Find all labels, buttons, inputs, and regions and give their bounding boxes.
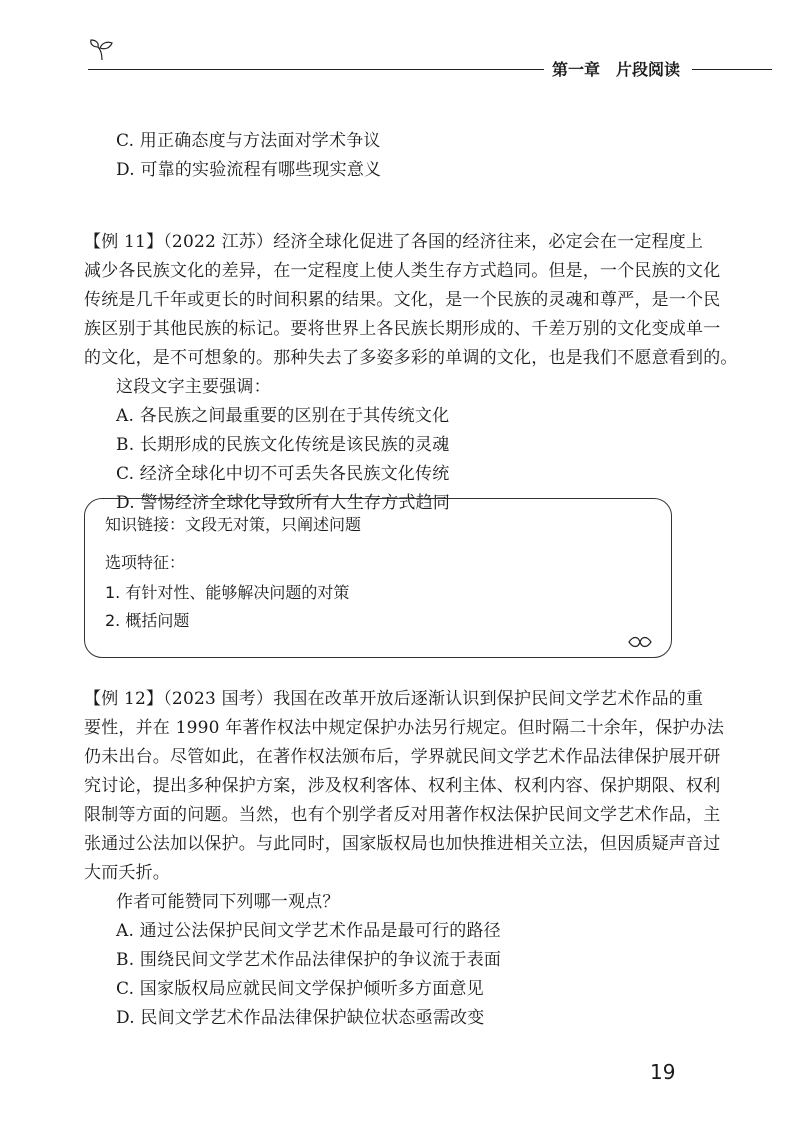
example11-line: 减少各民族文化的差异，在一定程度上使人类生存方式趋同。但是，一个民族的文化 (84, 261, 721, 281)
example12-line: 【例 12】（2023 国考）我国在改革开放后逐渐认识到保护民间文学艺术作品的重 (84, 689, 704, 709)
option-feature-item: 2. 概括问题 (105, 611, 190, 630)
page-number: 19 (650, 1060, 676, 1084)
example12-line: 限制等方面的问题。当然，也有个别学者反对用著作权法保护民间文学艺术作品，主 (84, 805, 721, 825)
example12-line: 究讨论，提出多种保护方案，涉及权利客体、权利主体、权利内容、保护期限、权利 (84, 776, 721, 796)
example11-line: 传统是几千年或更长的时间积累的结果。文化，是一个民族的灵魂和尊严，是一个民 (84, 290, 721, 310)
example12-option-c: C. 国家版权局应就民间文学保护倾听多方面意见 (116, 979, 484, 999)
example12-option-a: A. 通过公法保护民间文学艺术作品是最可行的路径 (116, 921, 501, 941)
example12-option-b: B. 围绕民间文学艺术作品法律保护的争议流于表面 (116, 950, 502, 970)
example12-line: 仍未出台。尽管如此，在著作权法颁布后，学界就民间文学艺术作品法律保护展开研 (84, 747, 721, 767)
knowledge-box (84, 498, 672, 658)
option-feature-item: 1. 有针对性、能够解决问题的对策 (105, 583, 350, 602)
example11-line: 族区别于其他民族的标记。要将世界上各民族长期形成的、千差万别的文化变成单一 (84, 319, 721, 339)
prev-option-d: D. 可靠的实验流程有哪些现实意义 (116, 160, 382, 180)
example11-line: 【例 11】（2022 江苏）经济全球化促进了各国的经济往来，必定会在一定程度上 (84, 232, 704, 252)
example12-line: 要性，并在 1990 年著作权法中规定保护办法另行规定。但时隔二十余年，保护办法 (84, 718, 725, 738)
example11-option-b: B. 长期形成的民族文化传统是该民族的灵魂 (116, 435, 450, 455)
leaf-ornament-icon (627, 633, 653, 651)
prev-option-c: C. 用正确态度与方法面对学术争议 (116, 131, 381, 151)
knowledge-link: 知识链接：文段无对策，只阐述问题 (105, 515, 362, 534)
header-divider-left (88, 69, 544, 70)
example11-option-d: D. 警惕经济全球化导致所有人生存方式趋同 (116, 493, 451, 513)
example12-line: 大而夭折。 (84, 863, 170, 883)
example11-line: 的文化，是不可想象的。那种失去了多姿多彩的单调的文化，也是我们不愿意看到的。 (84, 348, 738, 368)
example12-line: 张通过公法加以保护。与此同时，国家版权局也加快推进相关立法，但因质疑声音过 (84, 834, 721, 854)
option-feature-title: 选项特征： (105, 553, 186, 572)
example11-option-c: C. 经济全球化中切不可丢失各民族文化传统 (116, 464, 450, 484)
leaf-ornament-icon (88, 38, 116, 62)
chapter-title: 第一章 片段阅读 (552, 60, 681, 79)
example11-question: 这段文字主要强调： (116, 377, 271, 397)
example12-option-d: D. 民间文学艺术作品法律保护缺位状态亟需改变 (116, 1008, 485, 1028)
example12-question: 作者可能赞同下列哪一观点？ (116, 892, 340, 912)
header-divider-right (692, 69, 772, 70)
example11-option-a: A. 各民族之间最重要的区别在于其传统文化 (116, 406, 450, 426)
